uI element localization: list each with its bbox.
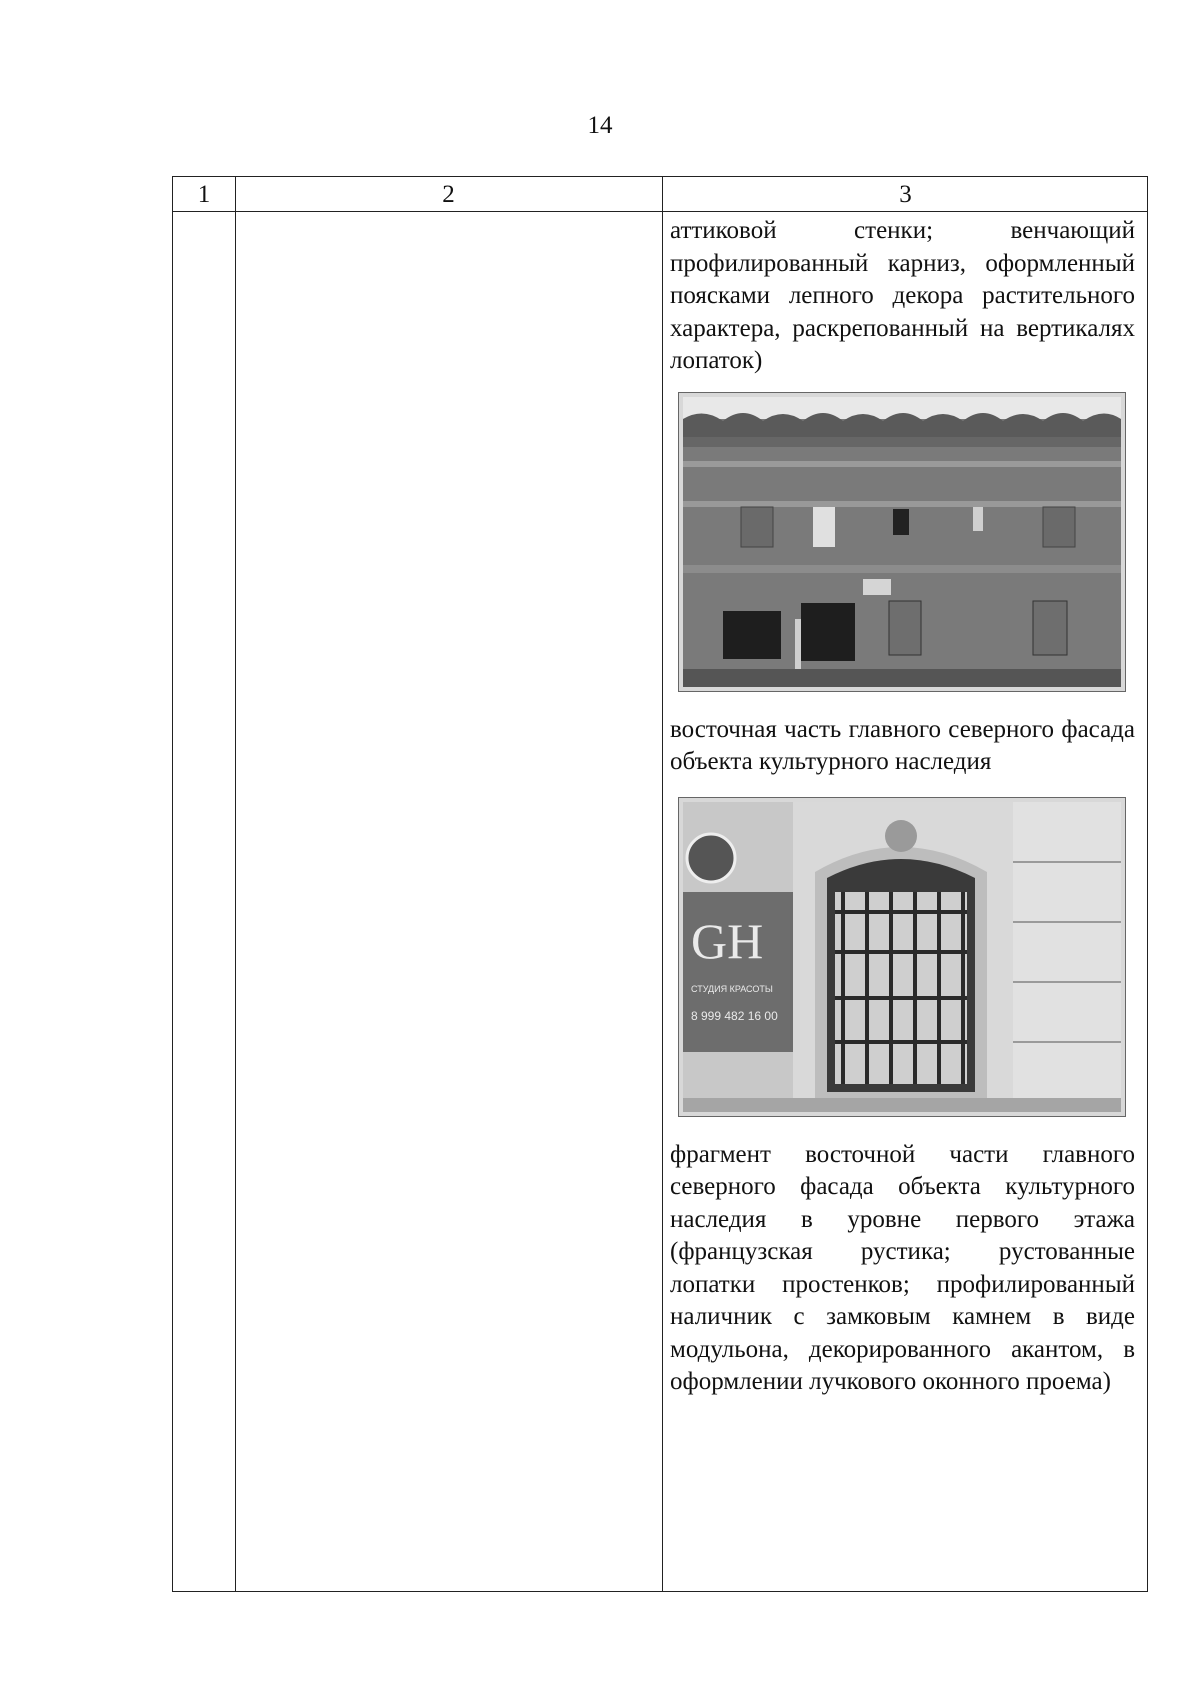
facade-photo-2 xyxy=(678,797,1126,1117)
facade-photo-2-image xyxy=(683,802,1121,1112)
header-col-2: 2 xyxy=(442,181,455,208)
page-number: 14 xyxy=(587,112,613,139)
facade-photo-1 xyxy=(678,392,1126,692)
header-col-3: 3 xyxy=(899,181,912,208)
description-text: аттиковой стенки; венчающий профилированный карниз, оформленный поясками лепного декора растительного характера, раскрепованный на вертикалях лопаток) xyxy=(670,217,1135,374)
column-divider-1 xyxy=(235,177,236,1591)
column-divider-2 xyxy=(662,177,663,1591)
sign-logo: GH xyxy=(691,912,764,969)
sign-subtitle: СТУДИЯ КРАСОТЫ xyxy=(691,983,773,994)
document-table xyxy=(172,176,1148,1592)
photo-caption-2: фрагмент восточной части главного северного фасада объекта культурного наследия в уровне первого этажа (французская рустика; рустованные лопатки простенков; профилированный наличник с замковым камнем в виде модульона, декорированного акантом, в оформлении лучкового оконного проема) xyxy=(670,1140,1135,1395)
facade-photo-1-image xyxy=(683,397,1121,687)
header-col-1: 1 xyxy=(197,181,211,208)
photo-caption-1: восточная часть главного северного фасада объекта культурного наследия xyxy=(670,715,1135,775)
sign-phone: 8 999 482 16 00 xyxy=(691,1008,778,1023)
header-divider xyxy=(173,211,1147,212)
column-3-content xyxy=(670,215,1135,1399)
